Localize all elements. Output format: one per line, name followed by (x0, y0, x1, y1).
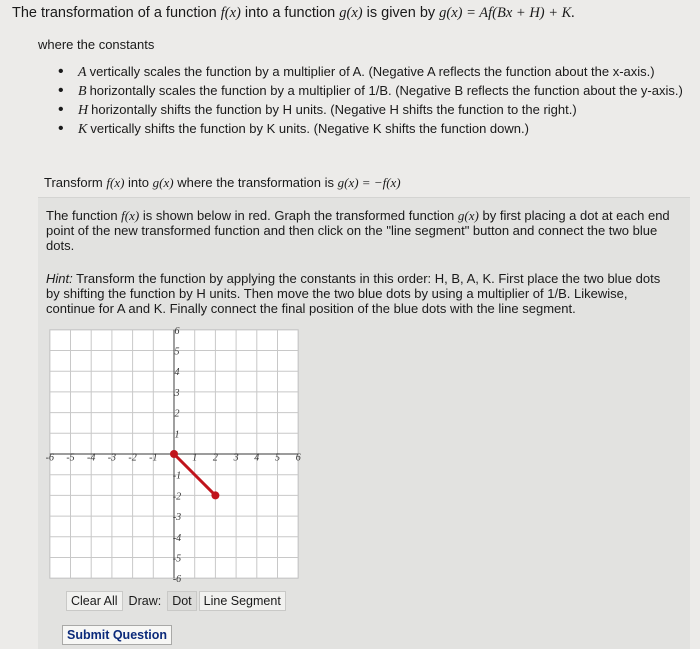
intro-given: is given by (366, 5, 436, 21)
y-tick-label: -5 (172, 553, 182, 565)
hint-label: Hint: (46, 271, 73, 286)
y-tick-label: -4 (172, 532, 182, 544)
question-description: The function f(x) is shown below in red. Graph the transformed function g(x) by first placing a dot at each end point of the new transformed function and then click on the "line segment" button and connect the two blue dots. (46, 208, 670, 253)
y-tick-label: 2 (174, 408, 180, 420)
x-tick-label: -1 (149, 452, 158, 464)
intro-prefix: The transformation of a function (12, 5, 217, 21)
x-tick-label: -3 (107, 452, 117, 464)
x-tick-label: 4 (254, 452, 260, 464)
constants-list (48, 64, 696, 140)
intro-formula: g(x) = Af(Bx + H) + K. (439, 5, 575, 21)
x-tick-label: -5 (66, 452, 75, 464)
x-tick-label: 1 (192, 452, 198, 464)
dot-tool-button[interactable]: Dot (167, 591, 196, 611)
x-tick-label: 2 (212, 452, 218, 464)
segment-end-point (211, 491, 219, 499)
problem-intro (12, 5, 575, 22)
y-tick-label: -2 (172, 491, 182, 503)
graph-canvas[interactable] (38, 326, 328, 588)
list-item: • B horizontally scales the function by a multiplier of 1/B. (Negative B reflects the function about the y-axis.) (48, 83, 696, 99)
x-tick-label: 5 (275, 452, 280, 464)
list-item: • K vertically shifts the function by K units. (Negative K shifts the function down.) (48, 121, 696, 137)
x-tick-label: -2 (128, 452, 137, 464)
x-tick-label: 3 (233, 452, 239, 464)
transform-statement: Transform f(x) into g(x) where the transformation is g(x) = −f(x) (44, 175, 401, 190)
list-item: • H horizontally shifts the function by H units. (Negative H shifts the function to the right.) (48, 102, 696, 118)
where-text: where the constants (38, 37, 155, 52)
intro-f: f(x) (220, 5, 241, 21)
submit-question-button[interactable]: Submit Question (62, 625, 172, 645)
y-tick-label: -1 (172, 470, 182, 482)
intro-into: into a function (244, 5, 336, 21)
intro-g: g(x) (339, 5, 363, 21)
draw-label: Draw: (128, 594, 162, 608)
y-tick-label: -6 (172, 574, 182, 586)
y-tick-label: 6 (174, 326, 180, 337)
question-panel (38, 197, 690, 649)
y-tick-label: 5 (174, 346, 180, 358)
y-tick-label: 1 (174, 429, 180, 441)
hint-text (46, 271, 676, 316)
clear-all-button[interactable]: Clear All (66, 591, 123, 611)
x-tick-label: -6 (45, 452, 54, 464)
line-segment-button[interactable]: Line Segment (199, 591, 286, 611)
hint-body: Transform the function by applying the constants in this order: H, B, A, K. First place the two blue dots by shifting the function by H units. Then move the two blue dots by using a multiplier of 1/B. Likewise, continue for A and K. Finally connect the final position of the blue dots with the line segment. (46, 271, 661, 316)
y-tick-label: -3 (172, 512, 182, 524)
x-tick-label: -4 (87, 452, 96, 464)
list-item: • A vertically scales the function by a multiplier of A. (Negative A reflects the function about the x-axis.) (48, 64, 696, 80)
segment-start-point (170, 450, 178, 458)
y-tick-label: 4 (174, 367, 180, 379)
graph-toolbar (66, 591, 288, 611)
x-tick-label: 6 (295, 452, 301, 464)
y-tick-label: 3 (174, 387, 180, 399)
